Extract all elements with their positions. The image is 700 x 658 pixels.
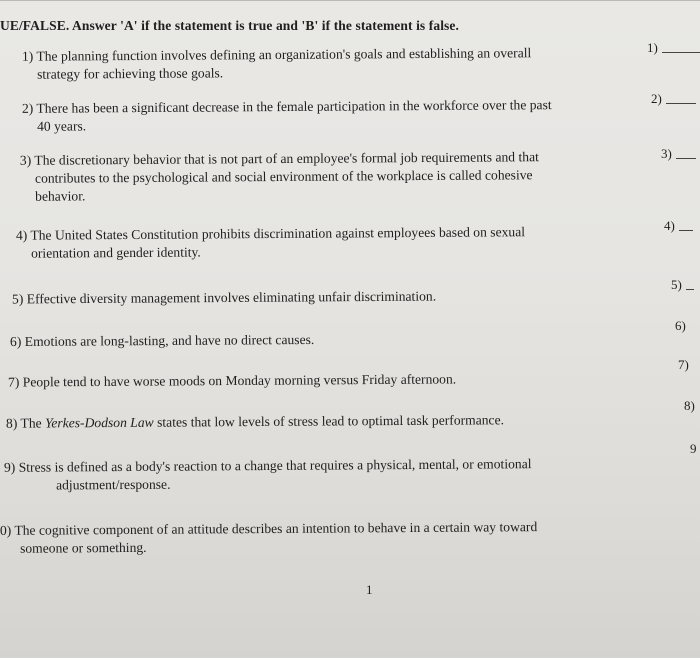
question-text-line: There has been a significant decrease in the female participation in the workforce over the past	[36, 97, 552, 116]
answer-blank-4[interactable]: 4)	[664, 218, 693, 234]
question-4	[16, 223, 525, 263]
question-number: 5)	[11, 291, 24, 307]
question-number: 3)	[19, 152, 32, 168]
question-number: 0)	[0, 522, 12, 538]
question-text-line: Effective diversity management involves eliminating unfair discrimination.	[26, 288, 437, 307]
question-text-line: The planning function involves defining an organization's goals and establishing an overall	[36, 45, 532, 64]
question-text-line: behavior.	[35, 188, 86, 204]
question-text-line: Emotions are long-lasting, and have no direct causes.	[24, 331, 315, 349]
question-number: 9)	[3, 459, 16, 475]
answer-blank-6[interactable]: 6)	[675, 318, 686, 333]
top-edge-line	[0, 0, 700, 1]
answer-blank-8[interactable]: 8)	[684, 398, 695, 413]
question-text-line: someone or something.	[20, 539, 147, 556]
answer-blank-3[interactable]: 3)	[661, 146, 696, 162]
answer-blank-9[interactable]: 9	[690, 441, 697, 456]
yerkes-dodson-law-term: Yerkes-Dodson Law	[44, 414, 154, 431]
question-10	[0, 518, 537, 558]
question-text-line: orientation and gender identity.	[31, 244, 201, 261]
question-8	[6, 411, 504, 432]
question-number: 8)	[5, 415, 18, 431]
question-text-part: The	[20, 415, 46, 431]
question-3	[20, 148, 539, 206]
question-text-line: strategy for achieving those goals.	[37, 65, 224, 82]
question-number: 1)	[21, 48, 34, 64]
question-text-line: The discretionary behavior that is not part of an employee's formal job requirements and that	[34, 149, 539, 168]
page-number: 1	[366, 582, 373, 597]
question-text-line: adjustment/response.	[56, 476, 171, 493]
answer-blank-7[interactable]: 7)	[678, 357, 689, 372]
question-9	[4, 455, 532, 495]
question-6	[10, 331, 314, 351]
question-7	[8, 370, 456, 391]
question-number: 6)	[9, 333, 22, 350]
question-text-line: The United States Constitution prohibits discrimination against employees based on sexual	[30, 224, 526, 243]
question-1	[22, 44, 532, 84]
question-text-line: 40 years.	[37, 118, 87, 134]
question-text-line: Stress is defined as a body's reaction to a change that requires a physical, mental, or emotional	[18, 456, 532, 475]
question-text-part: states that low levels of stress lead to optimal task performance.	[153, 412, 505, 430]
question-text-line: contributes to the psychological and social environment of the workplace is called cohesive	[34, 167, 533, 186]
answer-blank-1[interactable]: 1)	[647, 40, 700, 56]
question-2	[22, 96, 552, 136]
question-number: 4)	[15, 227, 28, 243]
question-5	[12, 288, 436, 309]
question-text-line: The cognitive component of an attitude describes an intention to behave in a certain way toward	[14, 519, 538, 538]
question-text-line: People tend to have worse moods on Monday morning versus Friday afternoon.	[22, 371, 457, 390]
question-number: 2)	[21, 100, 34, 116]
answer-blank-2[interactable]: 2)	[651, 91, 696, 107]
answer-blank-5[interactable]: 5)	[671, 277, 694, 293]
question-number: 7)	[7, 374, 20, 390]
section-header: UE/FALSE. Answer 'A' if the statement is true and 'B' if the statement is false.	[0, 18, 459, 33]
